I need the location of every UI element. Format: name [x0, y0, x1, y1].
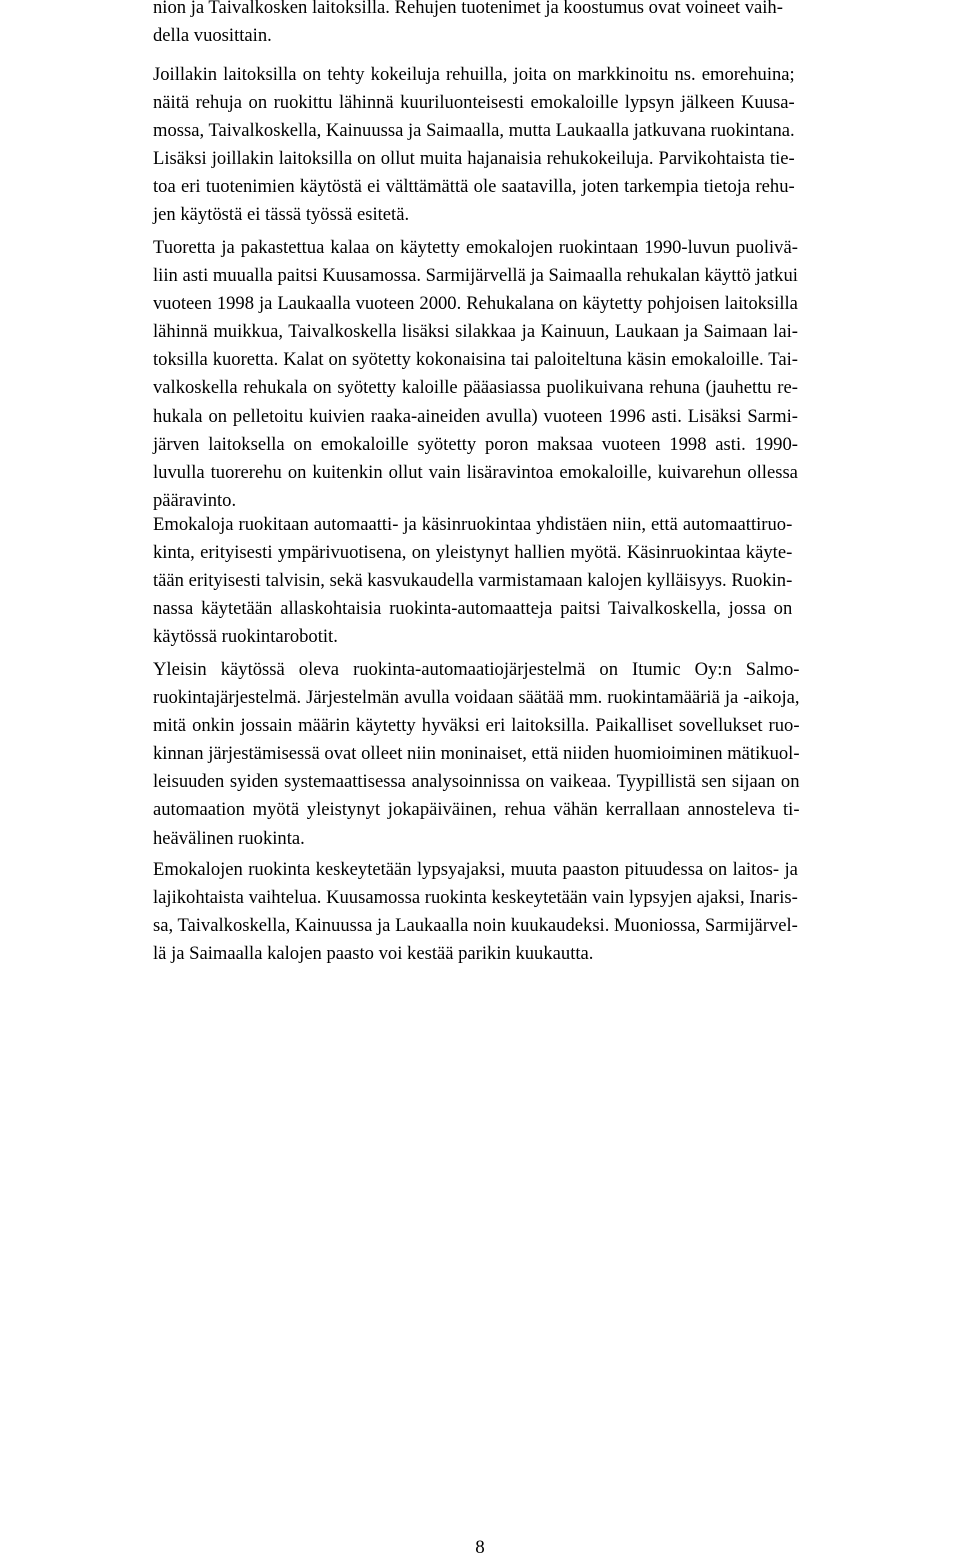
text-line: jen käytöstä ei tässä työssä esitetä.: [153, 204, 410, 226]
text-line: Emokaloja ruokitaan automaatti- ja käsinruokintaa yhdistäen niin, että automaattiruo-: [153, 514, 793, 535]
paragraph: [153, 511, 792, 651]
text-line: valkoskella rehukala on syötetty kaloille pääasiassa puolikuivana rehuna (jauhettu re-: [153, 377, 798, 399]
text-line: Yleisin käytössä oleva ruokinta-automaatiojärjestelmä on Itumic Oy:n Salmo-: [153, 659, 800, 680]
paragraph: [153, 856, 798, 968]
text-line: sa, Taivalkoskella, Kainuussa ja Laukaalla noin kuukaudeksi. Muoniossa, Sarmijärvel-: [153, 915, 798, 937]
text-line: luvulla tuorerehu on kuitenkin ollut vain lisäravintoa emokaloille, kuivarehun ollessa: [153, 461, 798, 483]
text-line: nassa käytetään allaskohtaisia ruokinta-automaatteja paitsi Taivalkoskella, jossa on: [153, 598, 793, 620]
text-line: della vuosittain.: [153, 25, 272, 47]
text-line: mossa, Taivalkoskella, Kainuussa ja Saimaalla, mutta Laukaalla jatkuvana ruokintana.: [153, 120, 795, 142]
text-line: Lisäksi joillakin laitoksilla on ollut muita hajanaisia rehukokeiluja. Parvikohtaista tie-: [153, 148, 795, 170]
text-line: lähinnä muikkua, Taivalkoskella lisäksi silakkaa ja Kainuun, Laukaan ja Saimaan lai-: [153, 321, 798, 343]
text-line: Emokalojen ruokinta keskeytetään lypsyajaksi, muuta paaston pituudessa on laitos- ja: [153, 859, 798, 880]
text-line: liin asti muualla paitsi Kuusamossa. Sarmijärvellä ja Saimaalla rehukalan käyttö jatkui: [153, 265, 798, 287]
text-line: leisuuden syiden systemaattisessa analysoinnissa on vaikeaa. Tyypillistä sen sijaan on: [153, 771, 800, 793]
text-line: kinnan järjestämisessä ovat olleet niin moninaiset, että niiden huomioiminen mätikuol-: [153, 743, 800, 765]
text-line: mitä onkin jossain määrin käytetty hyväksi eri laitoksilla. Paikalliset sovellukset ruo-: [153, 715, 800, 737]
text-line: hukala on pelletoitu kuivien raaka-aineiden avulla) vuoteen 1996 asti. Lisäksi Sarmi-: [153, 405, 798, 427]
page-number: 8: [475, 1537, 485, 1558]
text-line: Tuoretta ja pakastettua kalaa on käytetty emokalojen ruokintaan 1990-luvun puolivä-: [153, 237, 798, 258]
text-line: kinta, erityisesti ympärivuotisena, on yleistynyt hallien myötä. Käsinruokintaa käyte-: [153, 542, 793, 564]
text-line: pääravinto.: [153, 489, 237, 511]
paragraph: [153, 61, 795, 230]
text-line: järven laitoksella on emokaloille syötetty poron maksaa vuoteen 1998 asti. 1990-: [153, 433, 798, 455]
text-line: vuoteen 1998 ja Laukaalla vuoteen 2000. Rehukalana on käytetty pohjoisen laitoksilla: [153, 293, 798, 315]
text-line: heävälinen ruokinta.: [153, 827, 305, 849]
text-line: näitä rehuja on ruokittu lähinnä kuuriluonteisesti emokaloille lypsyn jälkeen Kuusa-: [153, 92, 795, 114]
text-line: toa eri tuotenimien käytöstä ei välttämättä ole saatavilla, joten tarkempia tietoja rehu-: [153, 176, 795, 198]
text-line: nion ja Taivalkosken laitoksilla. Rehujen tuotenimet ja koostumus ovat voineet vaih-: [153, 0, 783, 18]
text-line: lä ja Saimaalla kalojen paasto voi kestää parikin kuukautta.: [153, 943, 594, 965]
text-line: toksilla kuoretta. Kalat on syötetty kokonaisina tai paloiteltuna käsin emokaloille. Tai-: [153, 349, 798, 371]
paragraph: [153, 656, 800, 853]
text-line: Joillakin laitoksilla on tehty kokeiluja rehuilla, joita on markkinoitu ns. emorehuina;: [153, 64, 795, 85]
text-line: tään erityisesti talvisin, sekä kasvukaudella varmistamaan kalojen kylläisyys. Ruokin-: [153, 570, 793, 592]
paragraph: [153, 234, 798, 515]
text-line: ruokintajärjestelmä. Järjestelmän avulla voidaan säätää mm. ruokintamääriä ja -aikoja,: [153, 687, 800, 709]
text-line: lajikohtaista vaihtelua. Kuusamossa ruokinta keskeytetään vain lypsyjen ajaksi, Inaris-: [153, 887, 798, 909]
text-line: automaation myötä yleistynyt jokapäiväinen, rehua vähän kerrallaan annosteleva ti-: [153, 799, 800, 821]
paragraph: [153, 0, 783, 50]
text-line: käytössä ruokintarobotit.: [153, 626, 338, 648]
